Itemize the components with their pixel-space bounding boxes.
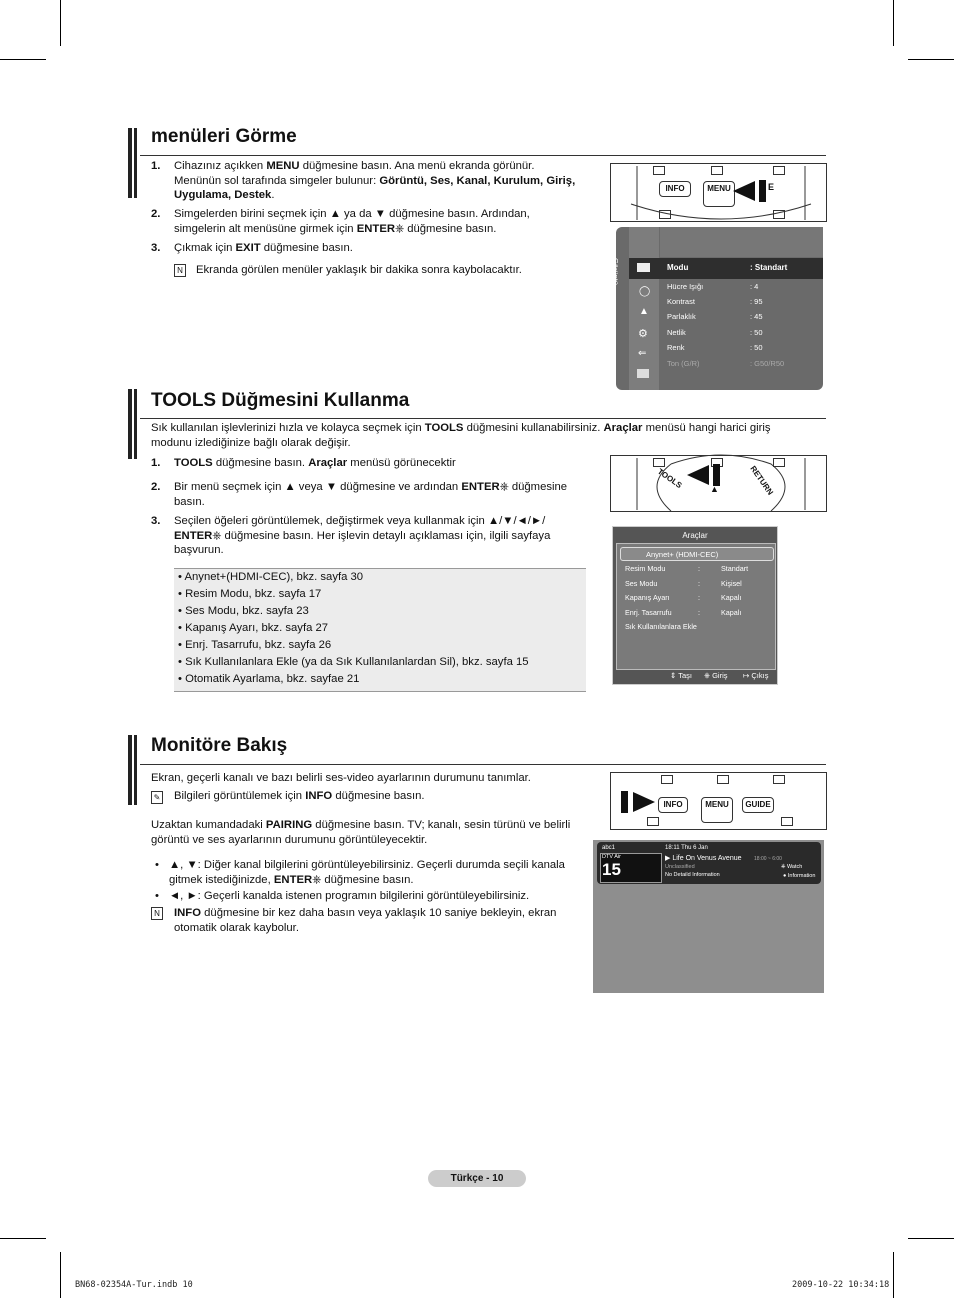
tools-row-sep: :	[698, 564, 700, 573]
tools-title: Araçlar	[682, 531, 708, 540]
tools-footer-enter: ⎈ Giriş	[704, 671, 728, 680]
step-text: Çıkmak için EXIT düğmesine basın.	[174, 242, 353, 254]
menu-button: MENU	[703, 181, 735, 207]
crop-mark	[0, 59, 46, 60]
remote-key-icon	[661, 775, 673, 784]
menu-row-value: : G50/R50	[750, 359, 785, 368]
body-text: Uzaktan kumandadaki PAIRING düğmesine basın. TV; kanalı, sesin türünü ve belirli görüntü ve ses ayarlarının durumunu görüntüleyecektir.	[151, 819, 571, 846]
section-rule	[140, 418, 826, 419]
intro-text: Sık kullanılan işlevlerinizi hızla ve kolayca seçmek için TOOLS düğmesini kullanabilirsiniz. Araçlar menüsü hangi harici giriş modunu izlediğinize bağlı olarak değişir.	[151, 422, 771, 449]
step-text: Bir menü seçmek için ▲ veya ▼ düğmesine ve ardından ENTER⎈ düğmesine basın.	[174, 481, 568, 508]
section-marker	[128, 389, 132, 459]
step-number: 1.	[151, 457, 161, 469]
tools-label: TOOLS	[655, 466, 684, 491]
step-number: 1.	[151, 160, 161, 172]
section-marker	[134, 389, 137, 459]
bullet-mark: •	[155, 890, 159, 902]
info-button: INFO	[659, 181, 691, 197]
section-marker	[134, 735, 137, 805]
enter-icon: ⎈	[781, 864, 786, 870]
step-number: 2.	[151, 208, 161, 220]
up-arrow-icon: ▲	[710, 484, 719, 494]
section-marker	[134, 128, 137, 198]
enter-icon: ⎈	[395, 222, 405, 235]
menu-row-label: Modu	[667, 263, 689, 272]
date-time: 18:11 Thu 6 Jan	[665, 845, 708, 851]
crop-mark	[893, 1252, 894, 1298]
menu-row-value: : 4	[750, 282, 759, 291]
menu-row-value: : 95	[750, 297, 763, 306]
remote-key-icon	[717, 775, 729, 784]
menu-header	[660, 227, 823, 257]
dpad-outline-icon	[631, 456, 811, 511]
remote-e-label: E	[768, 182, 775, 192]
enter-icon: ⎈	[704, 671, 710, 680]
enter-icon: ⎈	[212, 529, 222, 542]
note-text: INFO düğmesine bir kez daha basın veya yaklaşık 10 saniye bekleyin, ekran otomatik olarak kaybolur.	[174, 907, 557, 934]
note-icon: N	[151, 907, 163, 920]
channel-number: 15	[602, 860, 621, 879]
menu-side-label: Görüntü	[611, 257, 621, 286]
enter-icon: ⎈	[499, 481, 509, 493]
step-text: TOOLS düğmesine basın. Araçlar menüsü görünecektir	[174, 457, 456, 469]
section-marker	[128, 735, 132, 805]
section-rule	[140, 764, 826, 765]
tools-row-label: Kapanış Ayarı	[625, 593, 670, 602]
tip-text: Bilgileri görüntülemek için INFO düğmesine basın.	[174, 790, 425, 802]
list-item: • Anynet+(HDMI-CEC), bkz. sayfa 30	[178, 571, 364, 583]
section-marker	[128, 128, 132, 198]
intro-text: Ekran, geçerli kanalı ve bazı belirli ses-video ayarlarının durumunu tanımlar.	[151, 772, 531, 784]
exit-icon: ↦	[743, 671, 750, 680]
arrow-pointer-icon	[621, 789, 657, 815]
move-icon: ⇕	[670, 671, 677, 680]
tools-row-label: Sık Kullanılanlara Ekle	[625, 622, 697, 631]
tools-row-sep: :	[698, 607, 700, 617]
crop-mark	[0, 1238, 46, 1239]
hd-icon: ▶	[665, 855, 671, 862]
channel-info-screenshot	[593, 840, 824, 993]
remote-key-icon	[781, 817, 793, 826]
dpad-outline-icon	[631, 164, 811, 221]
program-rating: Unclassified	[665, 864, 695, 870]
tip-icon: ✎	[151, 791, 163, 804]
support-icon	[637, 369, 649, 378]
tools-footer-move: ⇕ Taşı	[670, 671, 693, 680]
menu-button: MENU	[701, 797, 733, 823]
step-text: Seçilen öğeleri görüntülemek, değiştirmek veya kullanmak için ▲/▼/◄/►/ ENTER⎈ düğmesine basın. Her işlevin detaylı açıklaması için, ilgili sayfaya başvurun.	[174, 515, 551, 556]
bullet-text: ▲, ▼: Diğer kanal bilgilerini görüntüleyebilirsiniz. Geçerli durumda seçili kanala gitmek istediğinizde, ENTER⎈ düğmesine basın.	[169, 859, 565, 886]
time-range: 18:00 ~ 6:00	[754, 856, 782, 862]
section-rule	[140, 155, 826, 156]
tools-anynet-label: Anynet+ (HDMI-CEC)	[646, 550, 719, 559]
crop-mark	[60, 1252, 61, 1298]
page-number-badge: Türkçe - 10	[428, 1170, 526, 1187]
step-text: Cihazınız açıkken MENU düğmesine basın. Ana menü ekranda görünür. Menünün sol tarafında simgeler bulunur: Görüntü, Ses, Kanal, Kurulum, Giriş, Uygulama, Destek.	[174, 160, 576, 201]
remote-key-icon	[647, 817, 659, 826]
section-title: TOOLS Düğmesini Kullanma	[151, 390, 410, 411]
menu-row-label: Parlaklık	[667, 312, 696, 321]
crop-mark	[893, 0, 894, 46]
menu-row-label: Hücre Işığı	[667, 282, 704, 291]
tools-row-sep: :	[698, 578, 700, 588]
list-item: • Sık Kullanılanlara Ekle (ya da Sık Kullanılanlardan Sil), bkz. sayfa 15	[178, 656, 529, 668]
bullet-mark: •	[155, 859, 159, 871]
remote-image	[610, 455, 827, 512]
menu-row-value: : 50	[750, 343, 763, 352]
tools-row-value: Kapalı	[721, 593, 742, 602]
step-text: Simgelerden birini seçmek için ▲ ya da ▼ düğmesine basın. Ardından, simgelerin alt menüsüne girmek için ENTER⎈ düğmesine basın.	[174, 208, 530, 235]
dtv-label: DTV Air	[602, 854, 621, 860]
list-item: • Kapanış Ayarı, bkz. sayfa 27	[178, 622, 329, 634]
menu-row-label: Kontrast	[667, 297, 695, 306]
tools-row-sep: :	[698, 593, 700, 602]
menu-row-label: Renk	[667, 343, 685, 352]
tools-menu-screenshot	[612, 526, 778, 685]
list-item: • Enrj. Tasarrufu, bkz. sayfa 26	[178, 639, 332, 651]
return-label: RETURN	[748, 464, 775, 497]
section-title: Monitöre Bakış	[151, 735, 288, 756]
guide-button: GUIDE	[742, 797, 774, 813]
program-title: ▶ Life On Venus Avenue	[665, 855, 742, 862]
menu-row-value: : 50	[750, 328, 763, 337]
watch-label: ⎈ Watch	[781, 864, 803, 870]
tools-row-value: Standart	[721, 564, 749, 573]
info-dot-icon: ●	[783, 873, 787, 879]
tools-row-label: Enrj. Tasarrufu	[625, 607, 672, 617]
list-item: • Ses Modu, bkz. sayfa 23	[178, 605, 309, 617]
tools-row-label: Resim Modu	[625, 564, 666, 573]
tools-row-value: Kişisel	[721, 578, 742, 588]
tools-row-value: Kapalı	[721, 607, 742, 617]
list-item: • Resim Modu, bkz. sayfa 17	[178, 588, 322, 600]
menu-row-label: Ton (G/R)	[667, 359, 700, 368]
channel-icon: ▲	[639, 306, 649, 317]
tools-row-label: Ses Modu	[625, 578, 658, 588]
tools-footer-exit: ↦ Çıkış	[743, 671, 769, 680]
enter-icon: ⎈	[312, 873, 322, 886]
information-label: ● Information	[783, 873, 816, 879]
step-number: 3.	[151, 242, 161, 254]
menu-highlight-row	[629, 258, 823, 279]
channel-name: abc1	[602, 845, 616, 851]
picture-icon	[637, 263, 650, 272]
print-file-info: BN68-02354A-Tur.indb 10	[75, 1280, 193, 1290]
step-number: 2.	[151, 481, 161, 493]
menu-screenshot	[611, 227, 823, 390]
menu-row-label: Netlik	[667, 328, 686, 337]
crop-mark	[60, 0, 61, 46]
note-icon: N	[174, 264, 186, 277]
step-number: 3.	[151, 515, 161, 527]
reference-list	[174, 568, 586, 692]
note-text: Ekranda görülen menüler yaklaşık bir dakika sonra kaybolacaktır.	[196, 264, 522, 276]
print-date-info: 2009-10-22 10:34:18	[792, 1280, 890, 1290]
menu-row-value: : 45	[750, 312, 763, 321]
remote-image	[610, 163, 827, 222]
info-button: INFO	[658, 797, 688, 813]
input-icon: ⇐	[638, 348, 647, 359]
program-detail: No Detaild Information	[665, 872, 720, 878]
list-item: • Otomatik Ayarlama, bkz. sayfae 21	[178, 673, 360, 685]
tools-body	[616, 543, 776, 670]
bullet-text: ◄, ►: Geçerli kanalda istenen programın bilgilerini görüntüleyebilirsiniz.	[169, 890, 530, 902]
remote-image	[610, 772, 827, 830]
sound-icon: ◯	[639, 286, 651, 297]
crop-mark	[908, 59, 954, 60]
menu-row-value: : Standart	[750, 263, 788, 272]
remote-key-icon	[773, 775, 785, 784]
gear-icon: ⚙	[638, 328, 648, 340]
crop-mark	[908, 1238, 954, 1239]
section-title: menüleri Görme	[151, 126, 297, 147]
